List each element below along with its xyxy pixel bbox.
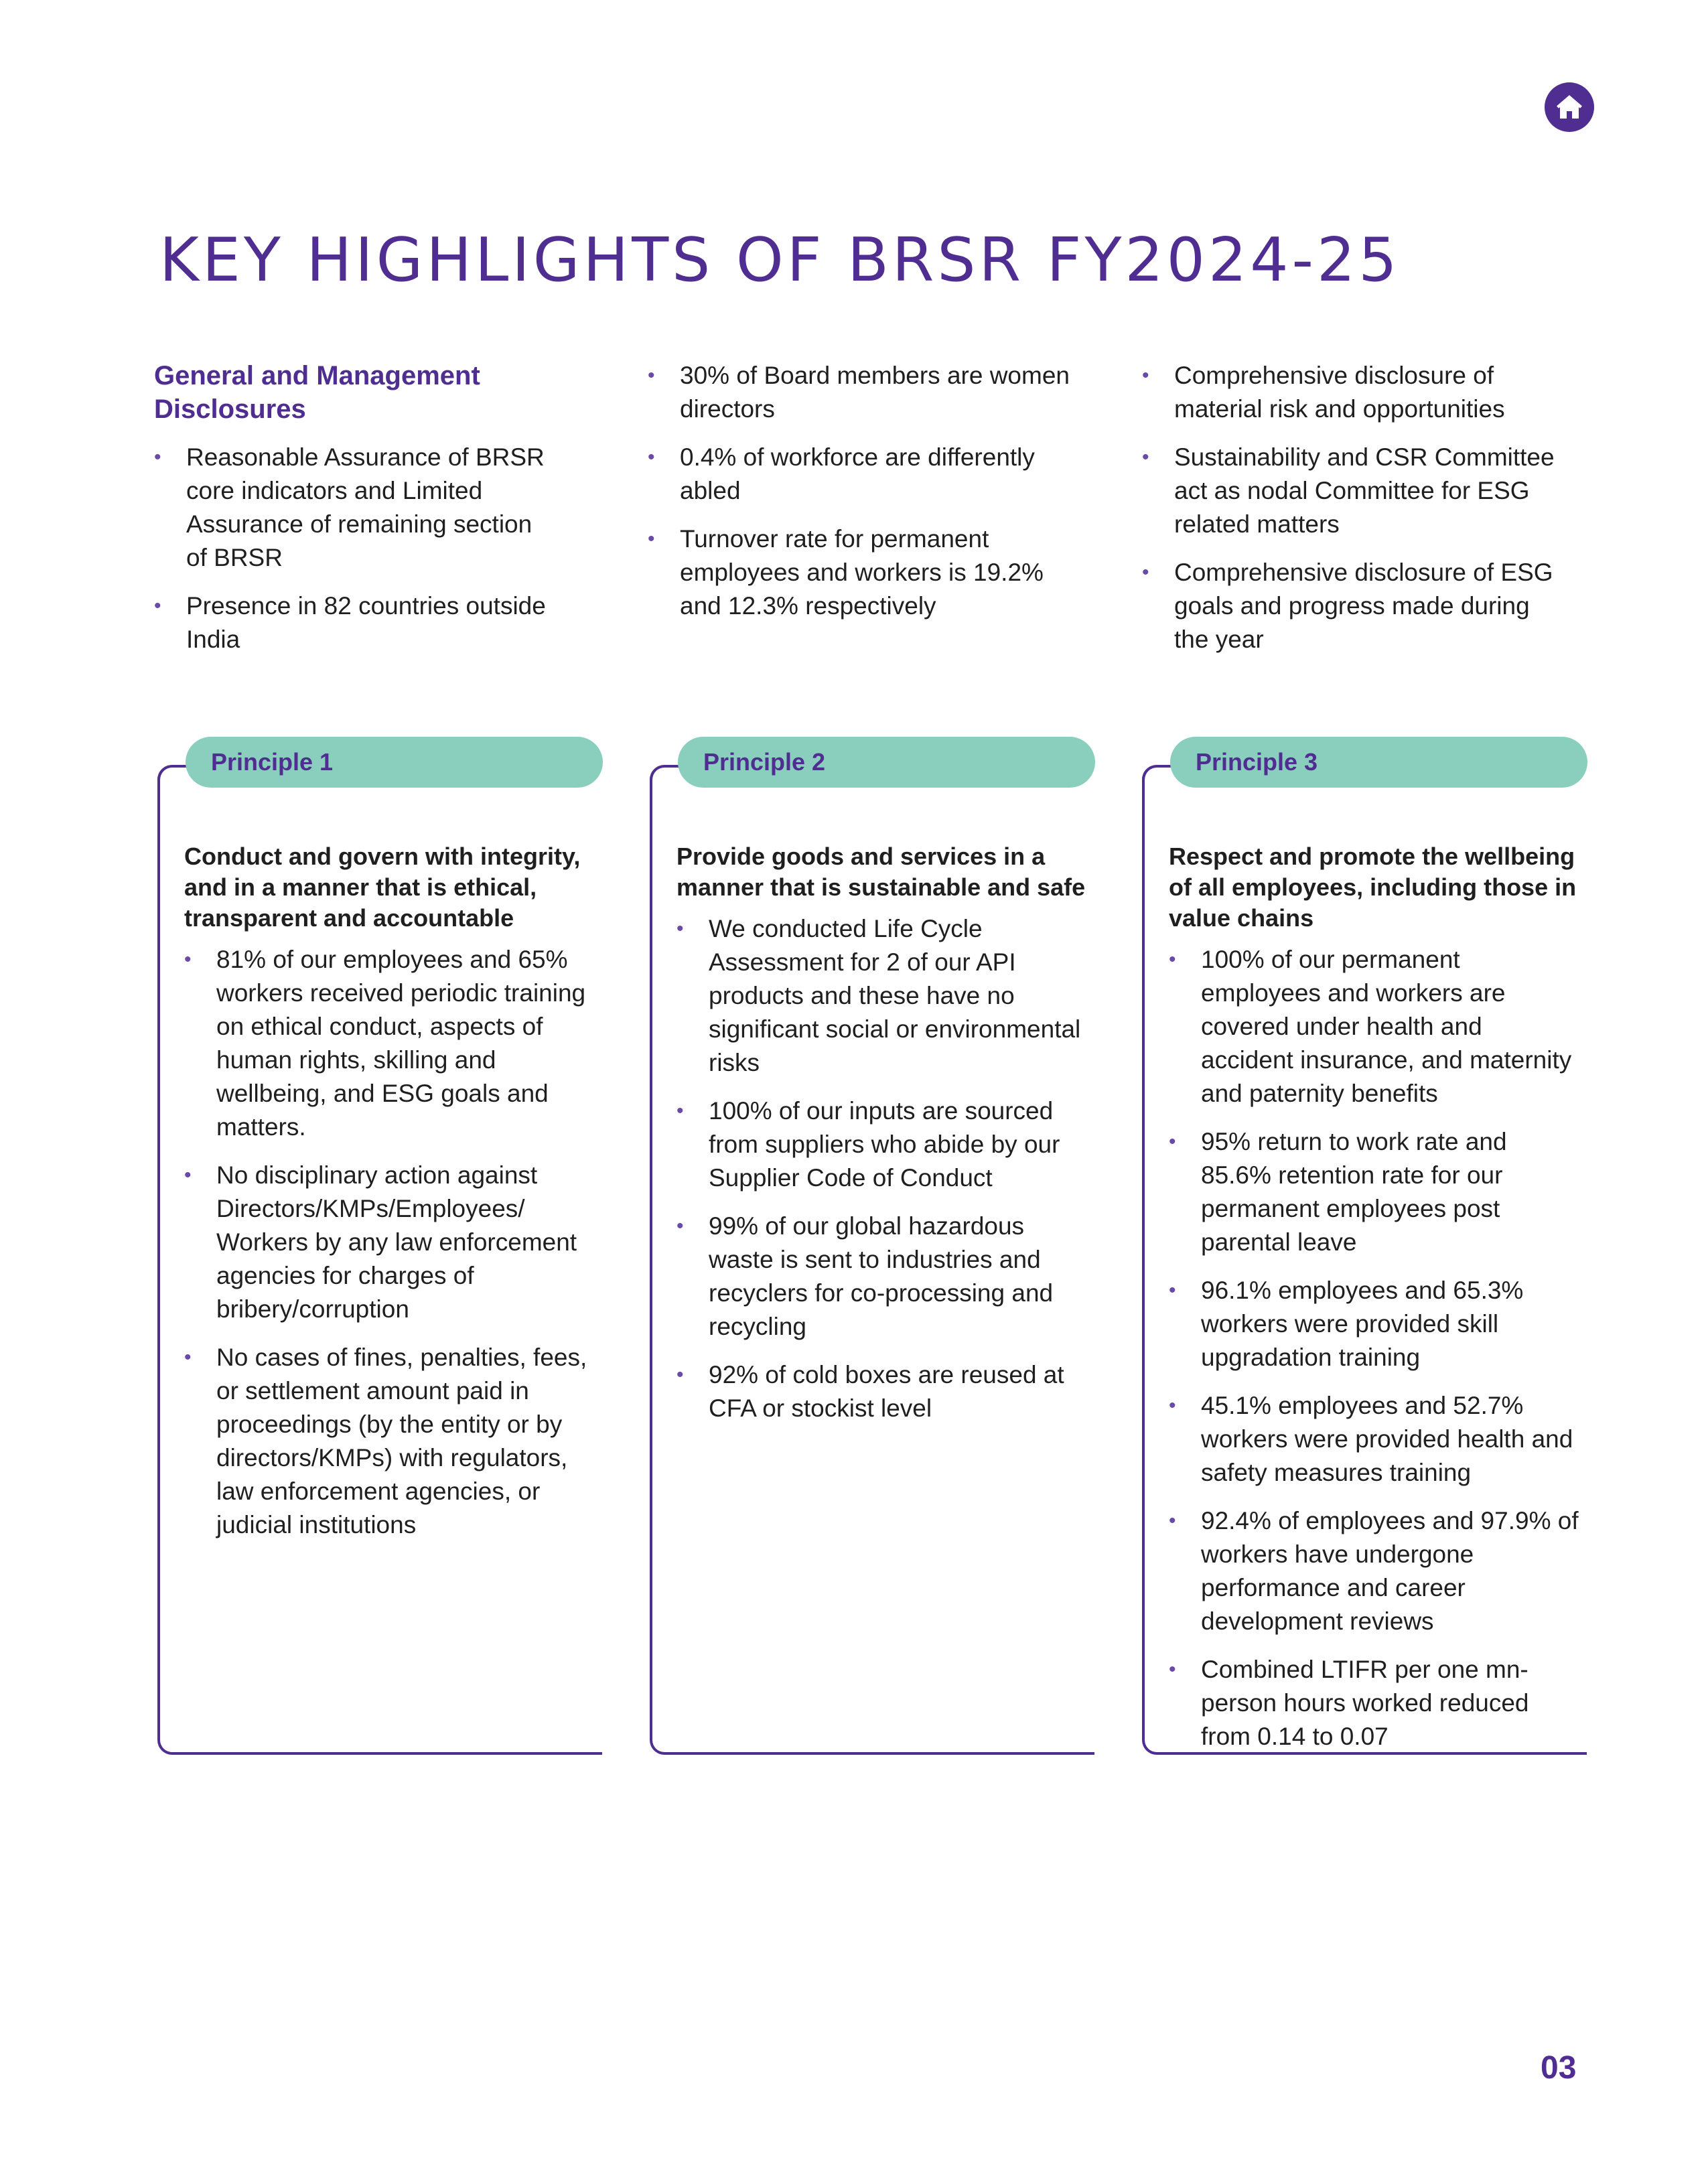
list-item: • 92% of cold boxes are reused at CFA or stockist level (677, 1358, 1088, 1425)
principle-1-heading: Conduct and govern with integrity, and in a manner that is ethical, transparent and accountable (184, 843, 581, 932)
list-item: • 0.4% of workforce are differently abled (648, 441, 1076, 508)
list-item: • 92.4% of employees and 97.9% of workers have undergone performance and career development reviews (1169, 1504, 1581, 1638)
general-disclosures-list-2 (648, 359, 1076, 623)
principle-3-body (1169, 841, 1581, 1768)
list-item: • Turnover rate for permanent employees and workers is 19.2% and 12.3% respectively (648, 522, 1076, 623)
principle-3-card (1142, 737, 1587, 1751)
general-disclosures-list-3 (1142, 359, 1571, 656)
principle-2-list (677, 912, 1088, 1425)
general-disclosures-column-1 (154, 359, 556, 671)
list-item: • Reasonable Assurance of BRSR core indicators and Limited Assurance of remaining section of BRSR (154, 441, 556, 575)
general-disclosures-list-1 (154, 441, 556, 656)
home-glyph (1553, 91, 1585, 123)
list-item: • 45.1% employees and 52.7% workers were provided health and safety measures training (1169, 1389, 1581, 1490)
list-item: • 30% of Board members are women directors (648, 359, 1076, 426)
home-icon[interactable] (1545, 82, 1594, 132)
general-disclosures-heading: General and Management Disclosures (154, 361, 480, 424)
list-item: • 100% of our inputs are sourced from suppliers who abide by our Supplier Code of Conduct (677, 1094, 1088, 1195)
page-title: KEY HIGHLIGHTS OF BRSR FY2024-25 (159, 225, 1401, 295)
page-number: 03 (1541, 2050, 1577, 2086)
list-item: • Sustainability and CSR Committee act as nodal Committee for ESG related matters (1142, 441, 1571, 541)
list-item: • 99% of our global hazardous waste is sent to industries and recyclers for co-processing and recycling (677, 1210, 1088, 1344)
principle-3-heading: Respect and promote the wellbeing of all employees, including those in value chains (1169, 843, 1577, 932)
principle-2-body (677, 841, 1088, 1440)
principle-1-list (184, 943, 596, 1542)
principle-1-label: Principle 1 (186, 737, 603, 788)
principle-1-body (184, 841, 596, 1557)
principle-3-list (1169, 943, 1581, 1753)
principle-1-card (157, 737, 603, 1751)
principle-2-card (650, 737, 1095, 1751)
principle-2-label: Principle 2 (678, 737, 1095, 788)
list-item: • 81% of our employees and 65% workers received periodic training on ethical conduct, aspects of human rights, skilling and wellbeing, and ESG goals and matters. (184, 943, 596, 1144)
list-item: • 96.1% employees and 65.3% workers were provided skill upgradation training (1169, 1274, 1581, 1374)
list-item: • Comprehensive disclosure of ESG goals and progress made during the year (1142, 556, 1571, 656)
general-disclosures-column-3 (1142, 359, 1571, 671)
principle-2-heading: Provide goods and services in a manner that is sustainable and safe (677, 843, 1086, 901)
list-item: • Presence in 82 countries outside India (154, 589, 556, 656)
list-item: • No disciplinary action against Directors/KMPs/Employees/ Workers by any law enforcement agencies for charges of bribery/corruption (184, 1159, 596, 1326)
list-item: • Combined LTIFR per one mn-person hours worked reduced from 0.14 to 0.07 (1169, 1653, 1581, 1753)
list-item: • Comprehensive disclosure of material risk and opportunities (1142, 359, 1571, 426)
general-disclosures-column-2 (648, 359, 1076, 638)
list-item: • 95% return to work rate and 85.6% retention rate for our permanent employees post parental leave (1169, 1125, 1581, 1259)
principle-3-label: Principle 3 (1170, 737, 1587, 788)
list-item: • We conducted Life Cycle Assessment for 2 of our API products and these have no significant social or environmental risks (677, 912, 1088, 1080)
list-item: • 100% of our permanent employees and workers are covered under health and accident insurance, and maternity and paternity benefits (1169, 943, 1581, 1110)
list-item: • No cases of fines, penalties, fees, or settlement amount paid in proceedings (by the entity or by directors/KMPs) with regulators, law enforcement agencies, or judicial institutions (184, 1341, 596, 1542)
